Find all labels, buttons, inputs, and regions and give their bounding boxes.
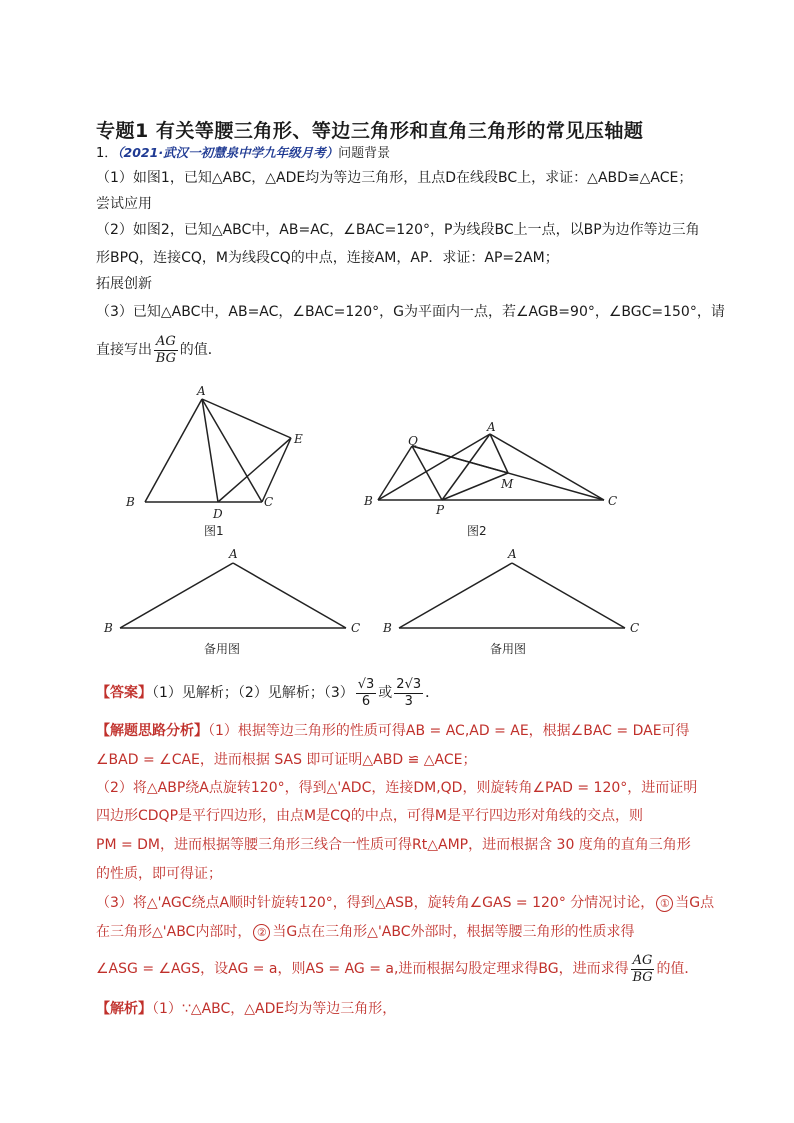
spare-figure-2	[399, 563, 625, 628]
label-B: B	[364, 494, 373, 508]
analysis-line-5: PM = DM，进而根据等腰三角形三线合一性质可得Rt△AMP，进而根据含 30 度角的直角三角形	[96, 837, 691, 853]
part3-text-b: 直接写出 $\frac{AG}{BG}$ 的值．	[96, 333, 222, 366]
analysis-line-6: 的性质，即可得证；	[96, 866, 222, 882]
figures-area	[0, 375, 794, 665]
question-header	[96, 143, 390, 164]
label-C: C	[351, 621, 361, 635]
answer-fraction-2: $\frac{2√3}{3}$	[396, 676, 422, 709]
question-number: 1．	[96, 146, 118, 161]
page-title: 专题1 有关等腰三角形、等边三角形和直角三角形的常见压轴题	[96, 120, 644, 142]
fig2-caption: 图2	[467, 524, 487, 538]
analysis-line-4: 四边形CDQP是平行四边形，由点M是CQ的中点，可得M是平行四边形对角线的交点，则	[96, 808, 643, 824]
spare-figure-1	[120, 563, 346, 628]
label-C: C	[264, 495, 274, 509]
analysis-line-1: 【解题思路分析】（1）根据等边三角形的性质可得AB = AC,AD = AE，根据∠BAC = DAE可得	[96, 723, 690, 739]
label-C: C	[630, 621, 640, 635]
circled-two: ②	[253, 924, 270, 941]
label-A: A	[487, 420, 496, 434]
answer-line: 【答案】（1）见解析；（2）见解析；（3） $\frac{√3}{6}$ 或 $\frac{2√3}{3}$ ．	[96, 676, 440, 709]
spare1-caption: 备用图	[204, 642, 241, 656]
section-try: 尝试应用	[96, 196, 152, 212]
circled-one: ①	[656, 895, 673, 912]
analysis-line-7: （3）将△'AGC绕点A顺时针旋转120°，得到△ASB，旋转角∠GAS = 120° 分情况讨论， ① 当G点	[96, 895, 715, 911]
spare2-caption: 备用图	[490, 642, 527, 656]
analysis-tag: 【解题思路分析】	[96, 723, 208, 739]
label-M: M	[501, 477, 514, 491]
answer-fraction-1: $\frac{√3}{6}$	[357, 676, 375, 709]
part2-text-a: （2）如图2，已知△ABC中，AB=AC，∠BAC=120°，P为线段BC上一点，以BP为边作等边三角	[96, 222, 700, 238]
analysis-line-8: 在三角形△'ABC内部时， ② 当G点在三角形△'ABC外部时，根据等腰三角形的性质求得	[96, 924, 635, 940]
fraction-ag-bg-2: $\frac{AG}{BG}$	[632, 952, 653, 985]
section-extend: 拓展创新	[96, 276, 152, 292]
question-source: （2021·武汉一初慧泉中学九年级月考）	[117, 145, 339, 160]
label-E: E	[294, 432, 303, 446]
solution-line-1: 【解析】（1）∵△ABC，△ADE均为等边三角形，	[96, 1001, 397, 1017]
label-A: A	[508, 547, 517, 561]
analysis-line-9: ∠ASG = ∠AGS，设AG = a，则AS = AG = a,进而根据勾股定理求得BG，进而求得 $\frac{AG}{BG}$ 的值．	[96, 952, 699, 985]
answer-tag: 【答案】	[96, 685, 152, 701]
label-A: A	[229, 547, 238, 561]
label-A: A	[197, 384, 206, 398]
label-P: P	[436, 503, 445, 517]
label-B: B	[104, 621, 113, 635]
label-D: D	[213, 507, 223, 521]
part2-text-b: 形BPQ，连接CQ，M为线段CQ的中点，连接AM，AP．求证：AP=2AM；	[96, 250, 559, 266]
analysis-line-3: （2）将△ABP绕A点旋转120°，得到△'ADC，连接DM,QD，则旋转角∠PAD = 120°，进而证明	[96, 780, 698, 796]
figure-1	[145, 399, 291, 502]
analysis-line-2: ∠BAD = ∠CAE，进而根据 SAS 即可证明△ABD ≌ △ACE；	[96, 752, 477, 768]
part3-text-a: （3）已知△ABC中，AB=AC，∠BAC=120°，G为平面内一点，若∠AGB=90°，∠BGC=150°，请	[96, 304, 725, 320]
label-B: B	[126, 495, 135, 509]
fraction-ag-bg: $\frac{AG}{BG}$	[155, 333, 176, 366]
fig1-caption: 图1	[204, 524, 224, 538]
solution-tag: 【解析】	[96, 1001, 152, 1017]
label-C: C	[608, 494, 618, 508]
label-Q: Q	[408, 434, 418, 448]
label-B: B	[383, 621, 392, 635]
section-background: 问题背景	[338, 146, 391, 161]
part1-text: （1）如图1，已知△ABC，△ADE均为等边三角形，且点D在线段BC上，求证：△ABD≌△ACE；	[96, 170, 693, 186]
